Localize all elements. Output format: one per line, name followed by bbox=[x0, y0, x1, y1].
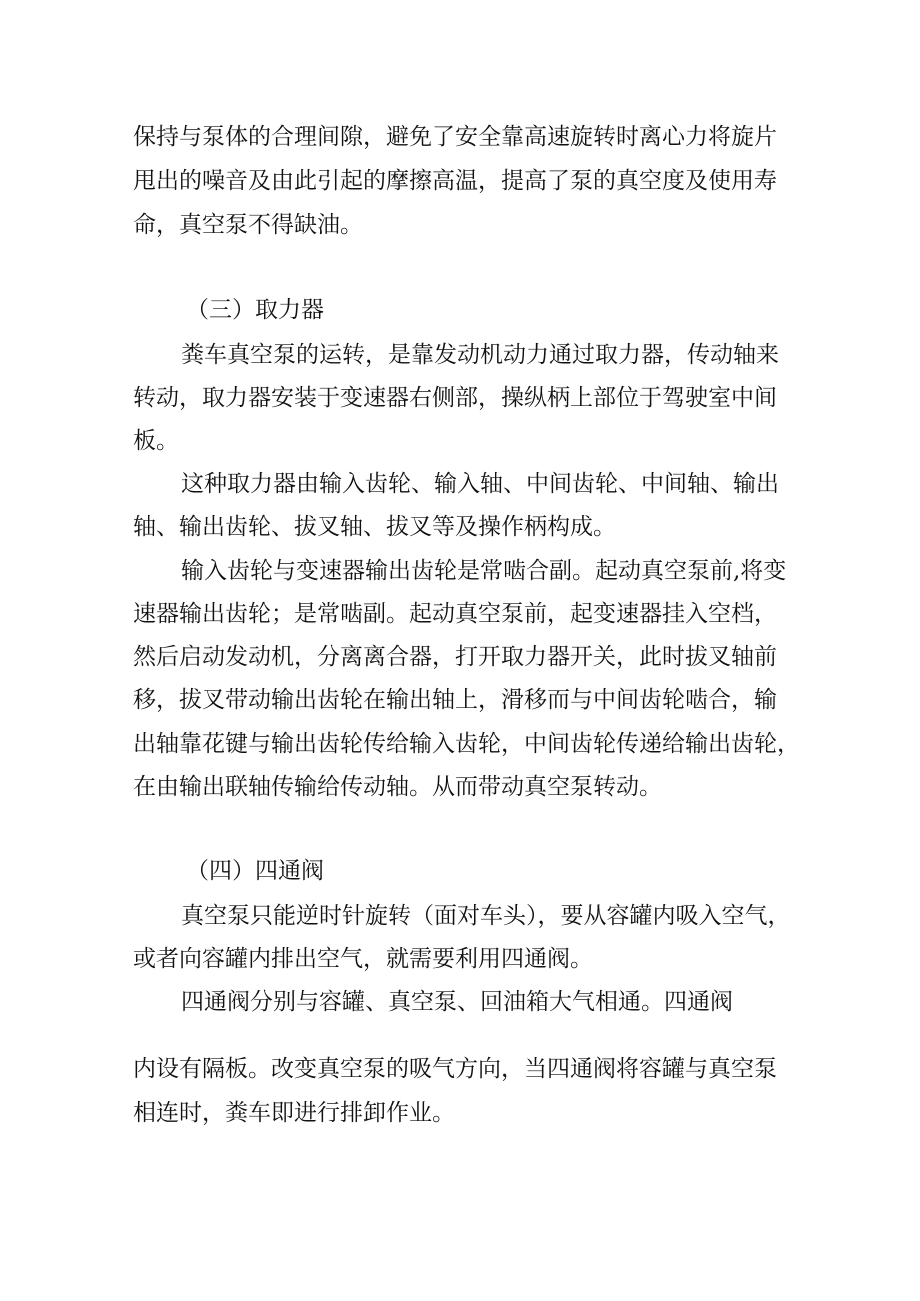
paragraph-line: 命，真空泵不得缺油。 bbox=[133, 212, 363, 238]
paragraph-line: 出轴靠花键与输出齿轮传给输入齿轮，中间齿轮传递给输出齿轮， bbox=[133, 731, 800, 757]
section-heading-3: （三）取力器 bbox=[186, 297, 324, 323]
paragraph-line: 四通阀分别与容罐、真空泵、回油箱大气相通。四通阀 bbox=[181, 989, 733, 1015]
paragraph-line: 轴、输出齿轮、拔叉轴、拔叉等及操作柄构成。 bbox=[133, 514, 616, 540]
paragraph-line: 真空泵只能逆时针旋转（面对车头），要从容罐内吸入空气， bbox=[181, 903, 791, 929]
paragraph-line: 输入齿轮与变速器输出齿轮是常啮合副。起动真空泵前,将变 bbox=[181, 558, 787, 584]
paragraph-line: 粪车真空泵的运转，是靠发动机动力通过取力器，传动轴来 bbox=[181, 342, 779, 368]
paragraph-line: 保持与泵体的合理间隙，避免了安全靠高速旋转时离心力将旋片 bbox=[133, 124, 777, 150]
paragraph-line: 甩出的噪音及由此引起的摩擦高温，提高了泵的真空度及使用寿 bbox=[133, 168, 777, 194]
paragraph-line: 板。 bbox=[133, 428, 179, 454]
paragraph-line: 这种取力器由输入齿轮、输入轴、中间齿轮、中间轴、输出 bbox=[181, 471, 779, 497]
paragraph-line: 或者向容罐内排出空气，就需要利用四通阀。 bbox=[133, 946, 593, 972]
paragraph-line: 内设有隔板。改变真空泵的吸气方向，当四通阀将容罐与真空泵 bbox=[133, 1056, 777, 1082]
paragraph-line: 相连时，粪车即进行排卸作业。 bbox=[133, 1100, 455, 1126]
paragraph-line: 转动，取力器安装于变速器右侧部，操纵柄上部位于驾驶室中间 bbox=[133, 385, 777, 411]
paragraph-line: 在由输出联轴传输给传动轴。从而带动真空泵转动。 bbox=[133, 774, 662, 800]
section-heading-4: （四）四通阀 bbox=[186, 858, 324, 884]
paragraph-line: 速器输出齿轮；是常啮副。起动真空泵前，起变速器挂入空档， bbox=[133, 601, 777, 627]
paragraph-line: 移，拔叉带动输出齿轮在输出轴上，滑移而与中间齿轮啮合，输 bbox=[133, 687, 777, 713]
paragraph-line: 然后启动发动机，分离离合器，打开取力器开关，此时拔叉轴前 bbox=[133, 644, 777, 670]
